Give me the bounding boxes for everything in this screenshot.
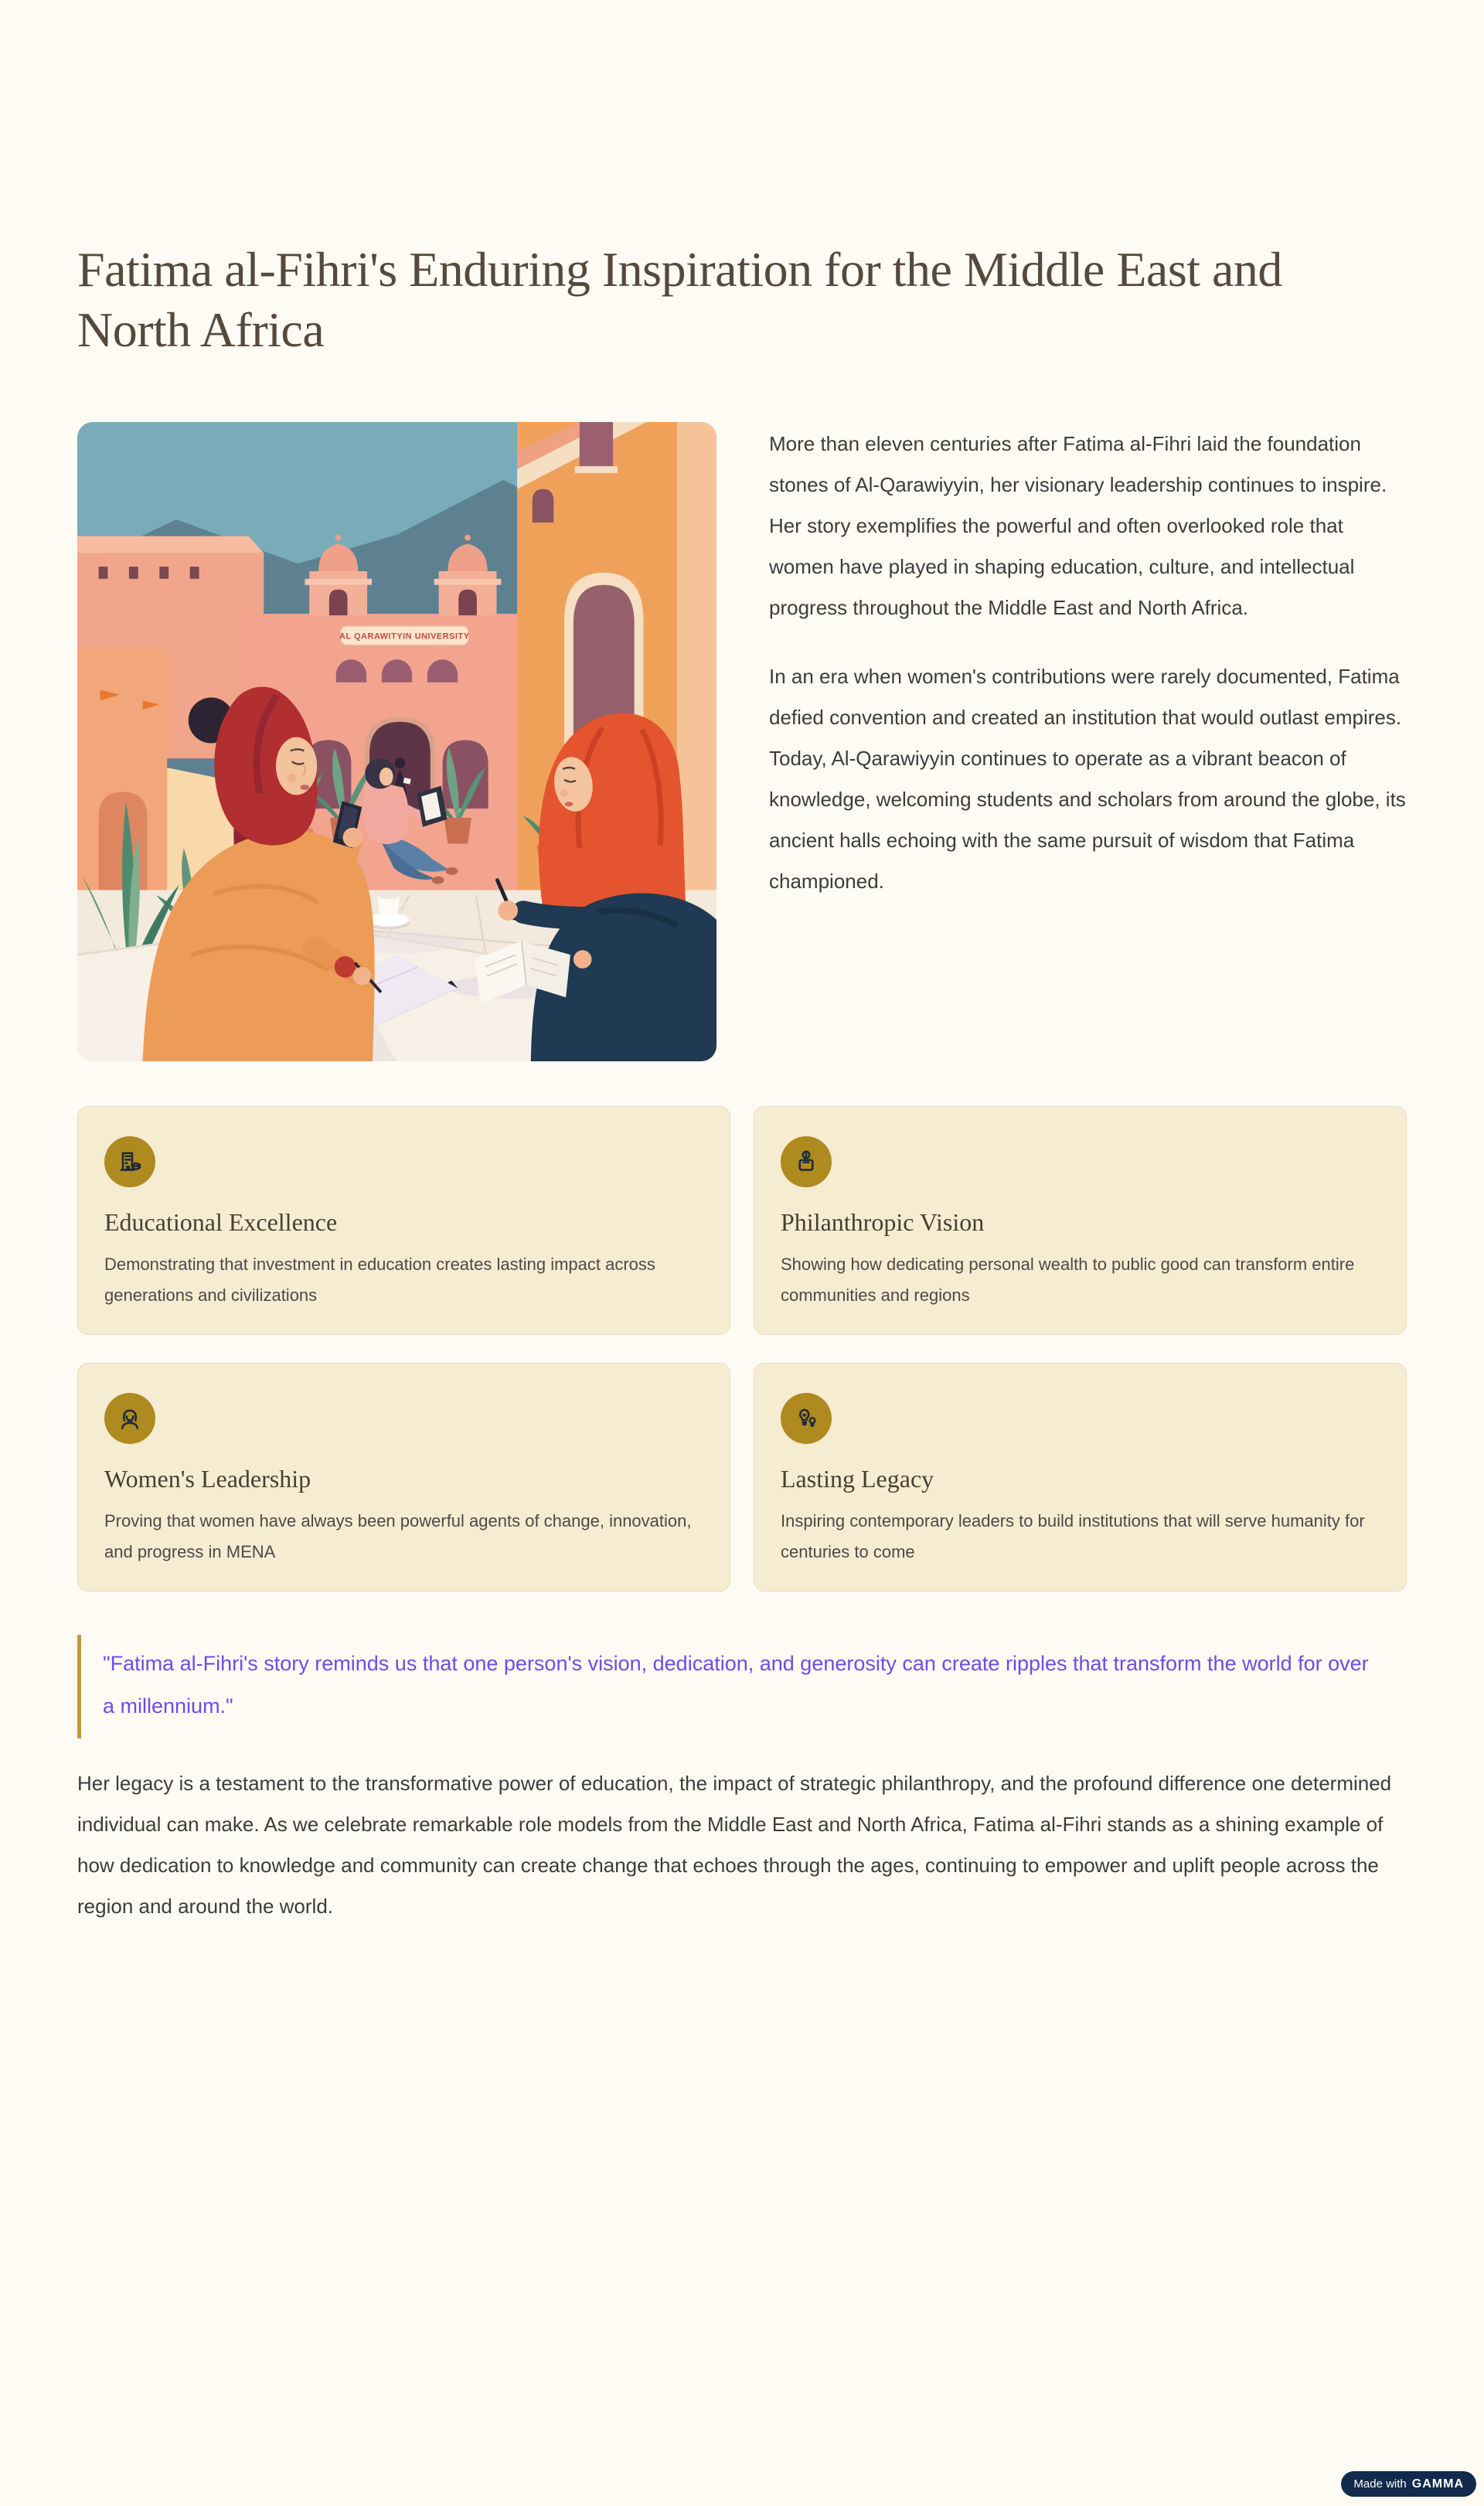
intro-paragraph-1: More than eleven centuries after Fatima al-Fihri laid the foundation stones of Al-Qarawiyyin, her visionary leadership continues to inspire. Her story exemplifies the powerful and often overlooked role that women have played in shaping education, culture, and intellectual progress throughout the Middle East and North Africa.: [769, 432, 1387, 619]
card-title: Educational Excellence: [104, 1208, 338, 1236]
hero-section: [77, 422, 1407, 1061]
outro-paragraph: Her legacy is a testament to the transformative power of education, the impact of strategic philanthropy, and the profound difference one determined individual can make. As we celebrate remarkable role models from the Middle East and North Africa, Fatima al-Fihri stands as a shining example of how dedication to knowledge and community can create change that echoes through the ages, continuing to empower and uplift people across the region and around the world.: [77, 1772, 1392, 1918]
card-philanthropic-vision: [754, 1106, 1407, 1335]
intro-text: [769, 422, 1407, 902]
card-lasting-legacy: [754, 1363, 1407, 1592]
courtyard-illustration-svg: [77, 422, 716, 1061]
page: [0, 240, 1484, 1927]
gamma-logo: GAMMA: [1411, 2477, 1464, 2491]
card-description: Showing how dedicating personal wealth to public good can transform entire communities and regions: [781, 1255, 1355, 1305]
university-icon: [104, 1136, 155, 1187]
card-educational-excellence: [77, 1106, 730, 1335]
lightbulbs-icon: [781, 1393, 832, 1444]
courtyard-illustration: [77, 422, 716, 1061]
donation-icon: [781, 1136, 832, 1187]
page-title: Fatima al-Fihri's Enduring Inspiration for the Middle East and North Africa: [77, 242, 1282, 357]
made-with-gamma-badge[interactable]: [1341, 2471, 1476, 2497]
intro-paragraph-2: In an era when women's contributions were rarely documented, Fatima defied convention and created an institution that would outlast empires. Today, Al-Qarawiyyin continues to operate as a vibrant beacon of knowledge, welcoming students and scholars from around the globe, its ancient halls echoing with the same pursuit of wisdom that Fatima championed.: [769, 665, 1406, 893]
highlight-cards: [77, 1106, 1407, 1592]
card-description: Inspiring contemporary leaders to build institutions that will serve humanity for centuries to come: [781, 1511, 1365, 1561]
card-title: Lasting Legacy: [781, 1465, 934, 1493]
badge-made-with-label: Made with: [1353, 2477, 1407, 2491]
card-description: Demonstrating that investment in education creates lasting impact across generations and civilizations: [104, 1255, 655, 1305]
pull-quote: "Fatima al-Fihri's story reminds us that one person's vision, dedication, and generosity can create ripples that transform the world for over a millennium.": [77, 1635, 1407, 1738]
card-title: Philanthropic Vision: [781, 1208, 985, 1236]
card-description: Proving that women have always been powerful agents of change, innovation, and progress in MENA: [104, 1511, 692, 1561]
card-womens-leadership: [77, 1363, 730, 1592]
university-sign-text: AL QARAWITYIN UNIVERSITY: [339, 632, 470, 642]
woman-icon: [104, 1393, 155, 1444]
card-title: Women's Leadership: [104, 1465, 311, 1493]
